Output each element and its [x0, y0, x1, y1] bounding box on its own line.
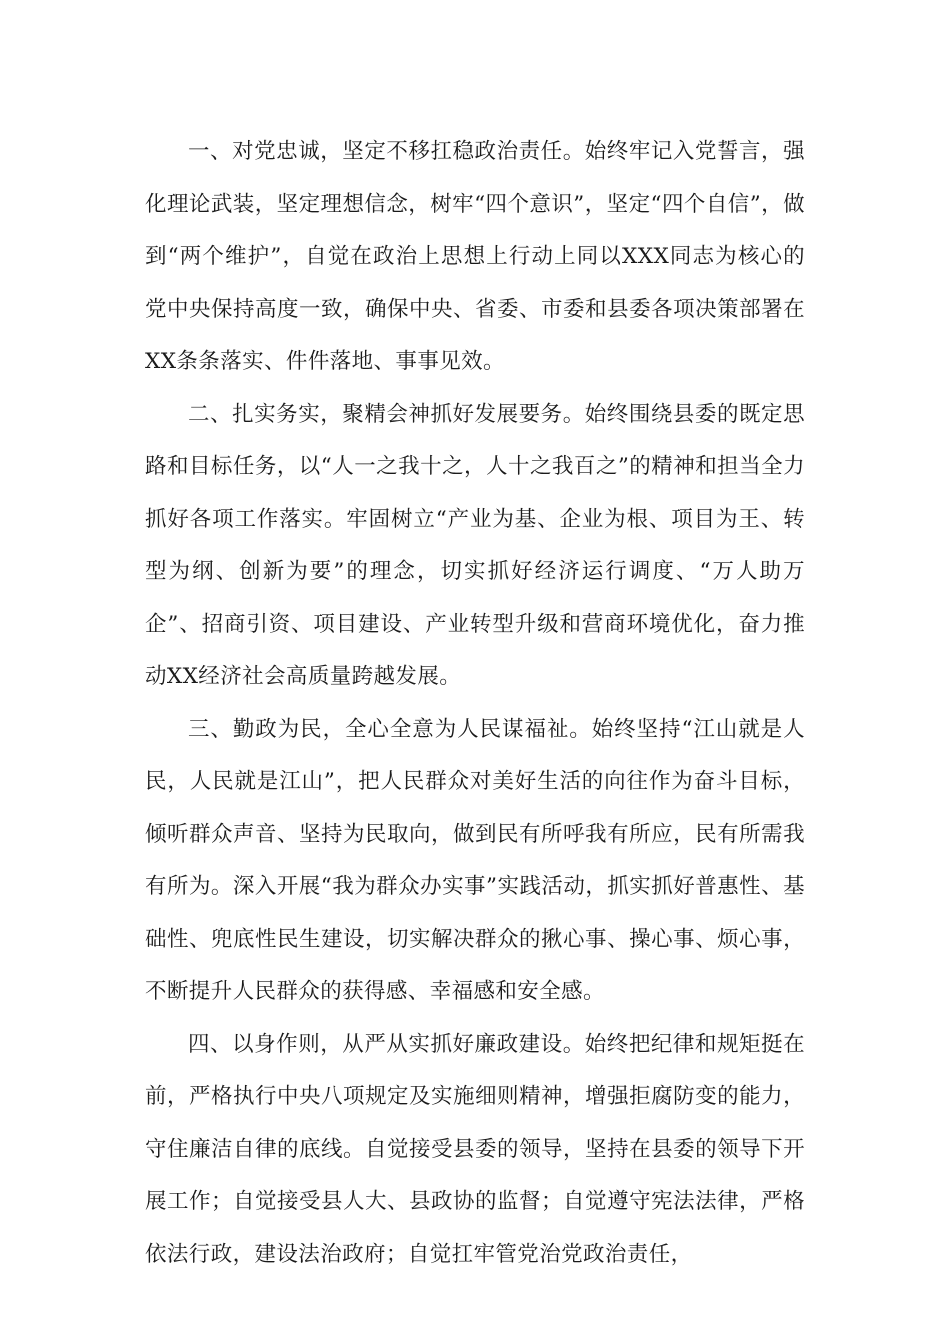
paragraph-2: 二、扎实务实，聚精会神抓好发展要务。始终围绕县委的既定思路和目标任务，以“人一之我十之，人十之我百之”的精神和担当全力抓好各项工作落实。牢固树立“产业为基、企业为根、项目为王、转型为纲、创新为要”的理念，切实抓好经济运行调度、“万人助万企”、招商引资、项目建设、产业转型升级和营商环境优化，奋力推动XX经济社会高质量跨越发展。 — [145, 401, 805, 689]
paragraph-4: 四、以身作则，从严从实抓好廉政建设。始终把纪律和规矩挺在前，严格执行中央八项规定及实施细则精神，增强拒腐防变的能力，守住廉洁自律的底线。自觉接受县委的领导，坚持在县委的领导下开展工作；自觉接受县人大、县政协的监督；自觉遵守宪法法律，严格依法行政，建设法治政府；自觉扛牢管党治党政治责任， — [145, 1031, 805, 1267]
paragraph-3: 三、勤政为民，全心全意为人民谋福祉。始终坚持“江山就是人民，人民就是江山”，把人民群众对美好生活的向往作为奋斗目标，倾听群众声音、坚持为民取向，做到民有所呼我有所应，民有所需我有所为。深入开展“我为群众办实事”实践活动，抓实抓好普惠性、基础性、兜底性民生建设，切实解决群众的揪心事、操心事、烦心事，不断提升人民群众的获得感、幸福感和安全感。 — [145, 716, 805, 1004]
paragraph-1: 一、对党忠诚，坚定不移扛稳政治责任。始终牢记入党誓言，强化理论武装，坚定理想信念，树牢“四个意识”，坚定“四个自信”，做到“两个维护”，自觉在政治上思想上行动上同以XXX同志为核心的党中央保持高度一致，确保中央、省委、市委和县委各项决策部署在XX条条落实、件件落地、事事见效。 — [145, 139, 805, 374]
document-body — [145, 126, 805, 1281]
